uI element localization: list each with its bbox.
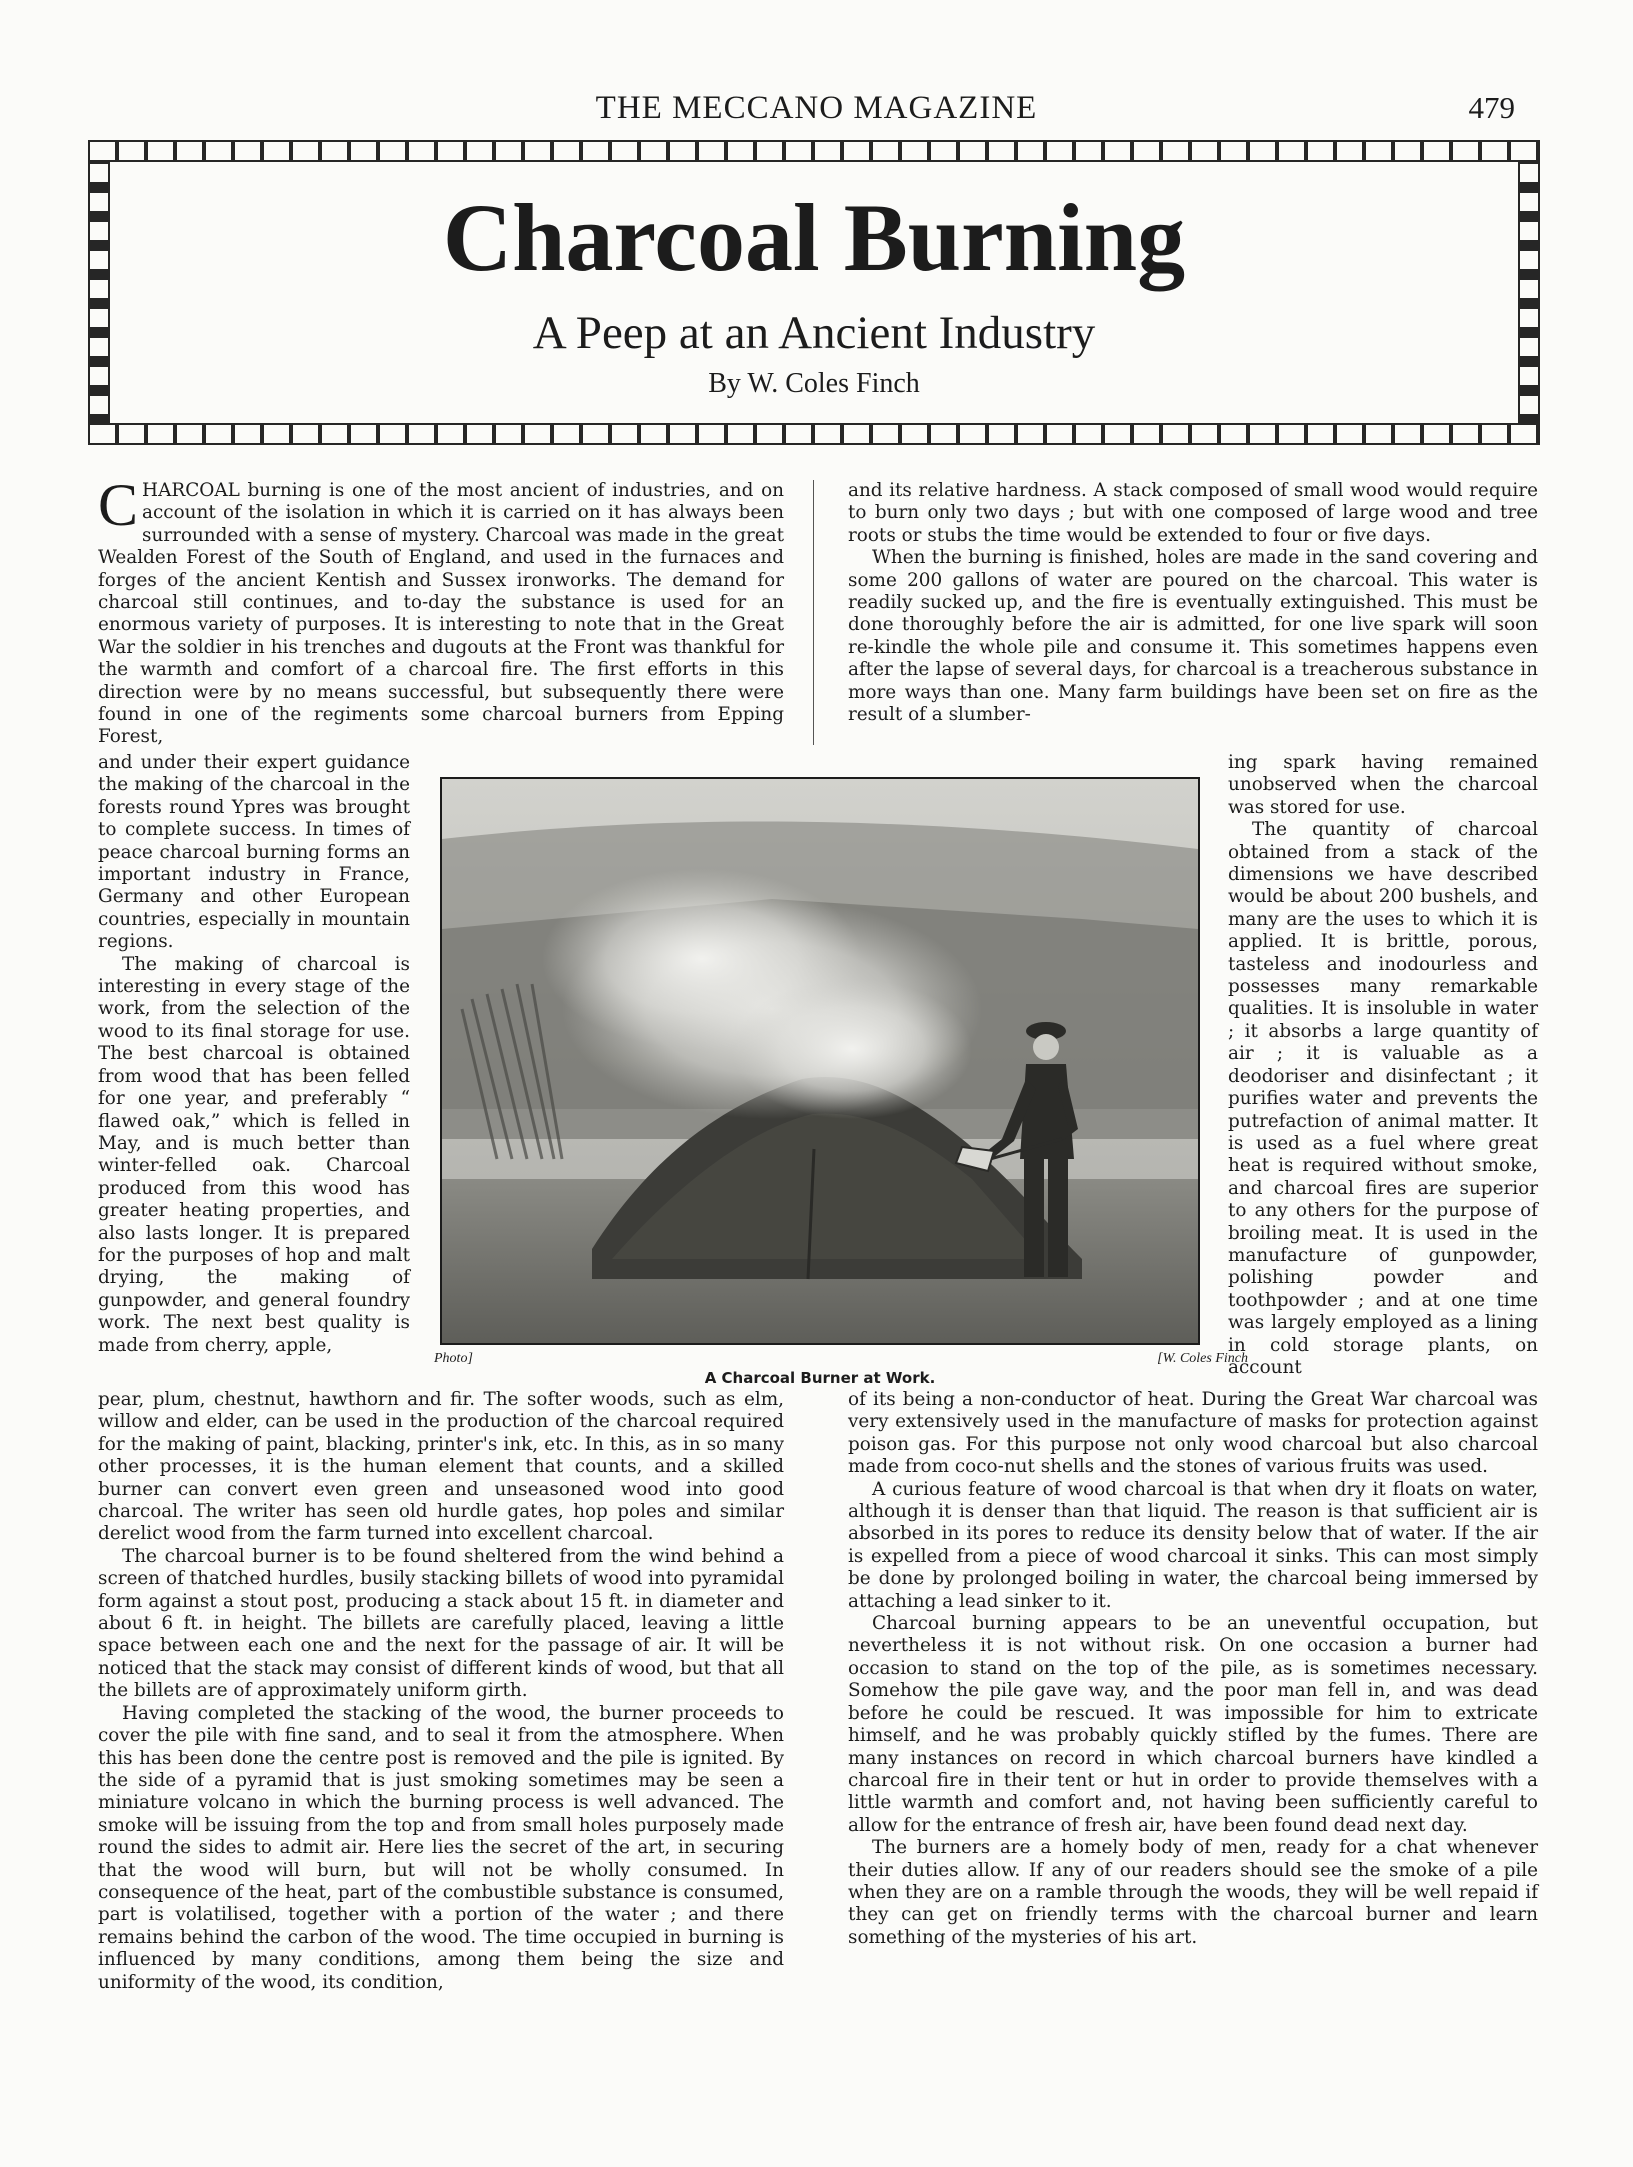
left-column-bottom bbox=[98, 1389, 784, 2069]
border-top-row bbox=[88, 140, 1540, 162]
photo-illustration bbox=[442, 779, 1198, 1343]
paragraph-hardness: and its relative hardness. A stack composed of small wood would require to burn only two days ; but with one composed of large wood and tree roots or stubs the time would be extended to four or five days. bbox=[848, 480, 1538, 546]
paragraph-uses: The quantity of charcoal obtained from a stack of the dimensions we have described would be about 200 bushels, and many are the uses to which it is applied. It is brittle, porous, tasteless and inodourless and possesses many remarkable qualities. It is insoluble in water ; it absorbs a large quantity of air ; it is valuable as a deodoriser and disinfectant ; it purifies water and prevents the putrefaction of animal matter. It is used as a fuel where great heat is required without smoke, and charcoal fires are superior to any others for the purpose of broiling meat. It is used in the manufacture of gunpowder, polishing powder and toothpowder ; and at one time was largely employed as a lining in cold storage plants, on account bbox=[1228, 819, 1538, 1378]
title-box bbox=[88, 140, 1540, 445]
drop-cap: C bbox=[98, 472, 139, 538]
border-bottom-row bbox=[88, 423, 1540, 445]
article-byline: By W. Coles Finch bbox=[708, 368, 920, 399]
photo-charcoal-burner bbox=[440, 777, 1200, 1345]
paragraph-intro-continued: and under their expert guidance the making of the charcoal in the forests round Ypres was brought to complete success. In times of peace charcoal burning forms an important industry in France, Germany and other European countries, especially in mountain regions. bbox=[98, 752, 410, 953]
right-column-bottom bbox=[848, 1389, 1538, 2069]
page-number: 479 bbox=[1468, 90, 1515, 125]
article-subtitle: A Peep at an Ancient Industry bbox=[532, 307, 1096, 359]
figure bbox=[434, 777, 1248, 1387]
left-column-top bbox=[98, 472, 784, 752]
photo-credit-label: Photo] bbox=[434, 1351, 473, 1366]
column-rule bbox=[813, 480, 814, 745]
photo-credit-name: [W. Coles Finch bbox=[1157, 1351, 1248, 1366]
paragraph-stacking: The charcoal burner is to be found sheltered from the wind behind a screen of thatched hurdles, busily stacking billets of wood into pyramidal form against a stout post, producing a stack about 15 ft. in diameter and about 6 ft. in height. The billets are carefully placed, leaving a little space between each one and the next for the passage of air. It will be noticed that the stack may consist of different kinds of wood, but that all the billets are of approximately uniform girth. bbox=[98, 1545, 784, 1702]
left-column-narrow bbox=[98, 752, 410, 1388]
paragraph-making: The making of charcoal is interesting in every stage of the work, from the selection of the wood to its final storage for use. The best charcoal is obtained from wood that has been felled for one year, and preferably “ flawed oak,” which is felled in May, and is much better than winter-felled oak. Charcoal produced from this wood has greater heating properties, and also lasts longer. It is prepared for the purposes of hop and malt drying, the making of gunpowder, and general foundry work. The next best quality is made from cherry, apple, bbox=[98, 953, 410, 1356]
right-column-narrow bbox=[1228, 752, 1538, 1388]
paragraph-floats: A curious feature of wood charcoal is that when dry it floats on water, although it is denser than that liquid. The reason is that sufficient air is absorbed in its pores to reduce its density below that of water. If the air is expelled from a piece of wood charcoal it sinks. This can most simply be done by prolonged boiling in water, the charcoal being immersed by attaching a lead sinker to it. bbox=[848, 1478, 1538, 1612]
paragraph-sealing: Having completed the stacking of the wood, the burner proceeds to cover the pile with fine sand, and to seal it from the atmosphere. When this has been done the centre post is removed and the pile is ignited. By the side of a pyramid that is just smoking sometimes may be seen a miniature volcano in which the burning process is well advanced. The smoke will be issuing from the top and from small holes purposely made round the sides to admit air. Here lies the secret of the art, in securing that the wood will burn, but will not be wholly consumed. In consequence of the heat, part of the combustible substance is consumed, part is volatilised, together with a portion of the water ; and there remains behind the carbon of the wood. The time occupied in burning is influenced by many conditions, among them being the size and uniformity of the wood, its condition, bbox=[98, 1702, 784, 1993]
figure-caption: A Charcoal Burner at Work. bbox=[704, 1369, 936, 1387]
paragraph-homely: The burners are a homely body of men, ready for a chat whenever their duties allow. If any of our readers should see the smoke of a pile when they are on a ramble through the woods, they will be well repaid if they can get on friendly terms with the charcoal burner and learn something of the mysteries of his art. bbox=[848, 1837, 1538, 1948]
running-title: THE MECCANO MAGAZINE bbox=[595, 90, 1038, 126]
paragraph-intro: CHARCOAL burning is one of the most ancient of industries, and on account of the isolation in which it is carried on it has always been surrounded with a sense of mystery. Charcoal was made in the great Wealden Forest of the South of England, and used in the furnaces and forges of the ancient Kentish and Sussex ironworks. The demand for charcoal still continues, and to-day the substance is used for an enormous variety of purposes. It is interesting to note that in the Great War the soldier in his trenches and dugouts at the Front was thankful for the warmth and comfort of a charcoal fire. The first efforts in this direction were by no means successful, but subsequently there were found in one of the regiments some charcoal burners from Epping Forest, bbox=[98, 472, 784, 748]
paragraph-extinguish: When the burning is finished, holes are made in the sand covering and some 200 gallons of water are poured on the charcoal. This water is readily sucked up, and the fire is eventually extinguished. This must be done thoroughly before the air is admitted, for one live spark will soon re-kindle the whole pile and consume it. This sometimes happens even after the lapse of several days, for charcoal is a treacherous substance in more ways than one. Many farm buildings have been set on fire as the result of a slumber- bbox=[848, 547, 1538, 726]
right-column-top bbox=[848, 480, 1538, 752]
paragraph-risk: Charcoal burning appears to be an uneventful occupation, but nevertheless it is not without risk. On one occasion a burner had occasion to stand on the top of the pile, as is sometimes necessary. Somehow the pile gave way, and the poor man fell in, and was dead before he could be rescued. It was impossible for him to extricate himself, and he was probably quickly stifled by the fumes. There are many instances on record in which charcoal burners have kindled a charcoal fire in their tent or hut in order to provide themselves with a little warmth and comfort and, not having been sufficiently careful to allow for the entrance of fresh air, have been found dead next day. bbox=[848, 1613, 1538, 1836]
paragraph-extinguish-continued: ing spark having remained unobserved when the charcoal was stored for use. bbox=[1228, 752, 1538, 818]
page-header bbox=[0, 90, 1633, 130]
paragraph-war: of its being a non-conductor of heat. During the Great War charcoal was very extensively used in the manufacture of masks for protection against poison gas. For this purpose not only wood charcoal but also charcoal made from coco-nut shells and the stones of various fruits was used. bbox=[848, 1389, 1538, 1478]
paragraph-woods: pear, plum, chestnut, hawthorn and fir. The softer woods, such as elm, willow and elder, can be used in the production of the charcoal required for the making of paint, blacking, printer's ink, etc. In this, as in so many other processes, it is the human element that counts, and a skilled burner can convert even green and unseasoned wood into good charcoal. The writer has seen old hurdle gates, hop poles and similar derelict wood from the farm turned into excellent charcoal. bbox=[98, 1389, 784, 1545]
article-title: Charcoal Burning bbox=[442, 184, 1186, 291]
